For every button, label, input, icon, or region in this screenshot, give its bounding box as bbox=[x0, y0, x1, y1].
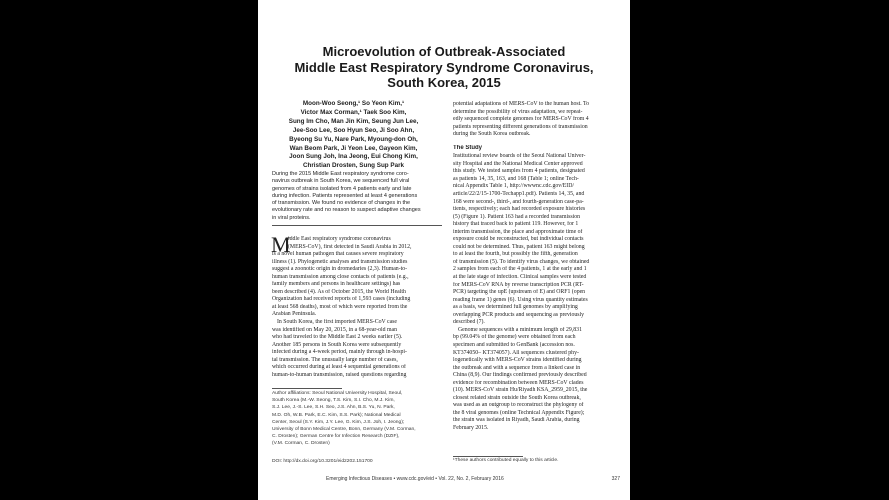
drop-cap: M bbox=[271, 232, 291, 257]
author-affiliations bbox=[272, 390, 442, 448]
body-line: edly sequenced complete genomes for MERS-CoV from 4 bbox=[453, 116, 589, 123]
body-line: Genome sequences with a minimum length of 29,831 bbox=[458, 326, 582, 333]
body-line: been described (4). As of October 2015, the World Health bbox=[272, 288, 406, 295]
affiliation-line: Author affiliations: Seoul National University Hospital, Seoul, bbox=[272, 391, 403, 396]
body-line: logenetically with MERS-CoV strains identified during bbox=[453, 357, 582, 364]
body-line: In South Korea, the first imported MERS-CoV case bbox=[277, 319, 397, 326]
body-line: is a novel human pathogen that causes severe respiratory bbox=[272, 251, 404, 258]
journal-info: Emerging Infectious Diseases • www.cdc.gov/eid • Vol. 22, No. 2, February 2016 bbox=[326, 476, 504, 482]
body-line: evidence for recombination between MERS-CoV clades bbox=[453, 379, 584, 386]
body-line: as a basis, we determined full genomes by amplifying bbox=[453, 304, 578, 311]
affiliation-line: M.D. Oh, W.B. Park, E.C. Kim, S.S. Park); National Medical bbox=[272, 412, 401, 418]
doi-link[interactable]: DOI: http://dx.doi.org/10.3201/eid2202.151700 bbox=[272, 459, 373, 464]
body-line: during the South Korea outbreak. bbox=[453, 131, 531, 138]
footnote: ¹These authors contributed equally to this article. bbox=[453, 458, 559, 463]
paper-page bbox=[258, 0, 630, 500]
body-line: history that traced back to patient 119. However, for 1 bbox=[453, 221, 579, 228]
body-line: suggest a zoonotic origin in dromedaries (2,3). Human-to- bbox=[272, 266, 408, 273]
body-line: China (8,9). Our findings confirmed previously described bbox=[453, 372, 587, 379]
body-line: reading frame 1) genes (6). Using virus quantity estimates bbox=[453, 296, 588, 303]
body-line: sity Hospital and the National Medical Center approved bbox=[453, 160, 583, 167]
abstract-line: of transmission. We found no evidence of changes in the bbox=[272, 200, 411, 207]
body-line: (MERS-CoV), first detected in Saudi Arabia in 2012, bbox=[288, 243, 412, 250]
body-line: iddle East respiratory syndrome coronavirus bbox=[288, 236, 391, 242]
body-line: the 8 viral genomes (online Technical Appendix Figure); bbox=[453, 409, 585, 416]
abstract bbox=[272, 171, 442, 222]
body-line: exposure could be reconstructed, but individual contacts bbox=[453, 236, 584, 243]
body-line: was used as an outgroup to reconstruct the phylogeny of bbox=[453, 402, 584, 409]
body-line: the strain was isolated in Riyadh, Saudi Arabia, during bbox=[453, 417, 580, 424]
author-line: Joon Sung Joh, Ina Jeong, Eui Chong Kim, bbox=[289, 153, 418, 161]
body-column-left bbox=[272, 236, 446, 379]
body-line: February 2015. bbox=[453, 424, 489, 431]
body-line[interactable]: nical Appendix Table 1, http://wwwnc.cdc.gov/EID/ bbox=[453, 183, 575, 190]
abstract-divider bbox=[272, 225, 442, 226]
abstract-line: evolutionary rate and no reason to suspect adaptive changes bbox=[272, 207, 421, 214]
body-line: PCR) targeting the upE (upstream of E) and ORF1 (open bbox=[453, 289, 586, 296]
body-line: family members and persons in healthcare settings) has bbox=[272, 281, 401, 288]
body-line: this study. We tested samples from 4 patients, designated bbox=[453, 168, 585, 175]
abstract-line: during infection. Patients represented at least 4 generations bbox=[272, 192, 418, 199]
body-line: at least 568 deaths), most of which were reported from the bbox=[272, 303, 408, 310]
title-line: Middle East Respiratory Syndrome Coronavirus, bbox=[294, 59, 594, 75]
body-line: Arabian Peninsula. bbox=[272, 311, 317, 318]
affiliation-line: (V.M. Corman, C. Drosten) bbox=[272, 441, 330, 447]
body-line: at the late stage of infection. Clinical samples were tested bbox=[453, 274, 587, 281]
body-column-right bbox=[453, 101, 615, 433]
body-line: human-to-human transmission, raised questions regarding bbox=[272, 371, 407, 378]
body-line: illness (1). Phylogenetic analyses and transmission studies bbox=[272, 258, 408, 265]
author-line: Victor Max Corman,¹ Taek Soo Kim, bbox=[300, 108, 407, 116]
body-line: bp (99.04% of the genome) were obtained from each bbox=[453, 334, 576, 341]
footnote-divider bbox=[453, 456, 523, 457]
body-line: overlapping PCR products and sequencing as previously bbox=[453, 311, 585, 318]
body-line: as patients 14, 35, 163, and 168 (Table 1; online Tech- bbox=[453, 175, 579, 182]
body-line: KT374050– KT374057). All sequences clustered phy- bbox=[453, 349, 579, 356]
author-line: Wan Beom Park, Ji Yeon Lee, Gayeon Kim, bbox=[289, 144, 418, 152]
body-line: (10). MERS-CoV strain Hu/Riyadh KSA_2959_2015, the bbox=[453, 387, 588, 394]
body-line: tal transmission. The unusually large number of cases, bbox=[272, 356, 398, 363]
section-heading: The Study bbox=[453, 144, 483, 151]
body-line: described (7). bbox=[453, 319, 485, 326]
author-line: Sung Im Cho, Man Jin Kim, Seung Jun Lee, bbox=[288, 117, 419, 125]
body-line: tients, respectively; each had recorded exposure histories bbox=[453, 206, 586, 213]
paper-title bbox=[258, 44, 630, 91]
body-line: which occurred during at least 4 sequential generations of bbox=[272, 364, 406, 371]
body-line: human transmission among close contacts of patients (e.g., bbox=[272, 273, 409, 280]
affiliation-line: University of Bonn Medical Centre, Bonn, Germany (V.M. Corman, bbox=[272, 427, 416, 433]
body-line: specimen and submitted to GenBank (accession nos. bbox=[453, 341, 575, 348]
affiliation-divider bbox=[272, 388, 342, 389]
body-line: patients representing different generations of transmission bbox=[453, 123, 588, 130]
body-line: who had traveled to the Middle East 2 weeks earlier (5). bbox=[272, 334, 403, 341]
body-line: of transmission (5). To identify virus changes, we obtained bbox=[453, 258, 590, 265]
body-line: 168 were second-, third-, and fourth-generation case-pa- bbox=[453, 198, 584, 205]
author-line: Jee-Soo Lee, Soo Hyun Seo, Ji Soo Ahn, bbox=[292, 126, 415, 134]
body-line: 2 samples from each of the 4 patients, 1 at the early and 1 bbox=[453, 266, 587, 273]
body-line: for MERS-CoV RNA by reverse transcription PCR (RT- bbox=[453, 281, 584, 288]
affiliation-line: South Korea (M.-W. Seong, T.S. Kim, S.I. Cho, M.J. Kim, bbox=[272, 398, 395, 404]
affiliation-line: C. Drosten); German Centre for Infection Research (DZIF), bbox=[272, 434, 400, 440]
author-line: Christian Drosten, Sung Sup Park bbox=[302, 162, 405, 170]
body-line: the outbreak and with a sequence from a linked case in bbox=[453, 364, 581, 371]
page-number: 327 bbox=[611, 476, 620, 482]
body-line: closest related strain outside the South Korea outbreak, bbox=[453, 394, 581, 401]
title-line: South Korea, 2015 bbox=[387, 75, 501, 90]
affiliation-line: S.J. Lee, J.-S. Lee, S.H. Seo, J.S. Ahn, B.S. Yu, N. Park, bbox=[272, 405, 395, 411]
body-line: infected during a 4-week period, mainly through in-hospi- bbox=[272, 349, 407, 356]
body-line: Another 185 persons in South Korea were subsequently bbox=[272, 341, 402, 348]
author-line: Moon-Woo Seong,¹ So Yeon Kim,¹ bbox=[302, 100, 405, 107]
body-line: potential adaptations of MERS-CoV to the human host. To bbox=[453, 101, 590, 107]
body-line: was identified on May 20, 2015, in a 68-year-old man bbox=[272, 326, 397, 333]
abstract-line: genomes of strains isolated from 4 patients early and late bbox=[272, 185, 412, 192]
body-line: (5) (Figure 1). Patient 163 had a recorded transmission bbox=[453, 213, 581, 220]
body-line: Institutional review boards of the Seoul National Univer- bbox=[453, 153, 586, 160]
abstract-line: navirus outbreak in South Korea, we sequenced full viral bbox=[272, 178, 410, 185]
author-line: Byeong Su Yu, Nare Park, Myoung-don Oh, bbox=[289, 135, 418, 143]
author-list bbox=[266, 100, 441, 171]
title-line: Microevolution of Outbreak-Associated bbox=[322, 44, 566, 59]
affiliation-line: Center, Seoul (S.Y. Kim, J.Y. Lee, G. Kim, J.S. Joh, I. Jeong); bbox=[272, 419, 405, 425]
abstract-line: During the 2015 Middle East respiratory syndrome coro- bbox=[272, 171, 409, 177]
body-line: could not be determined. Thus, patient 163 might belong bbox=[453, 243, 585, 250]
body-line: interim transmission, the place and approximate time of bbox=[453, 228, 583, 235]
body-line: Organization had received reports of 1,593 cases (including bbox=[272, 296, 411, 303]
body-line: determine the possibility of virus adaptation, we repeat- bbox=[453, 108, 583, 115]
body-line[interactable]: article/22/2/15-1700-Techapp1.pdf). Patients 14, 35, and bbox=[453, 191, 585, 198]
abstract-line: in viral proteins. bbox=[272, 214, 311, 221]
body-line: to at least the fourth, but possibly the fifth, generation bbox=[453, 251, 578, 258]
